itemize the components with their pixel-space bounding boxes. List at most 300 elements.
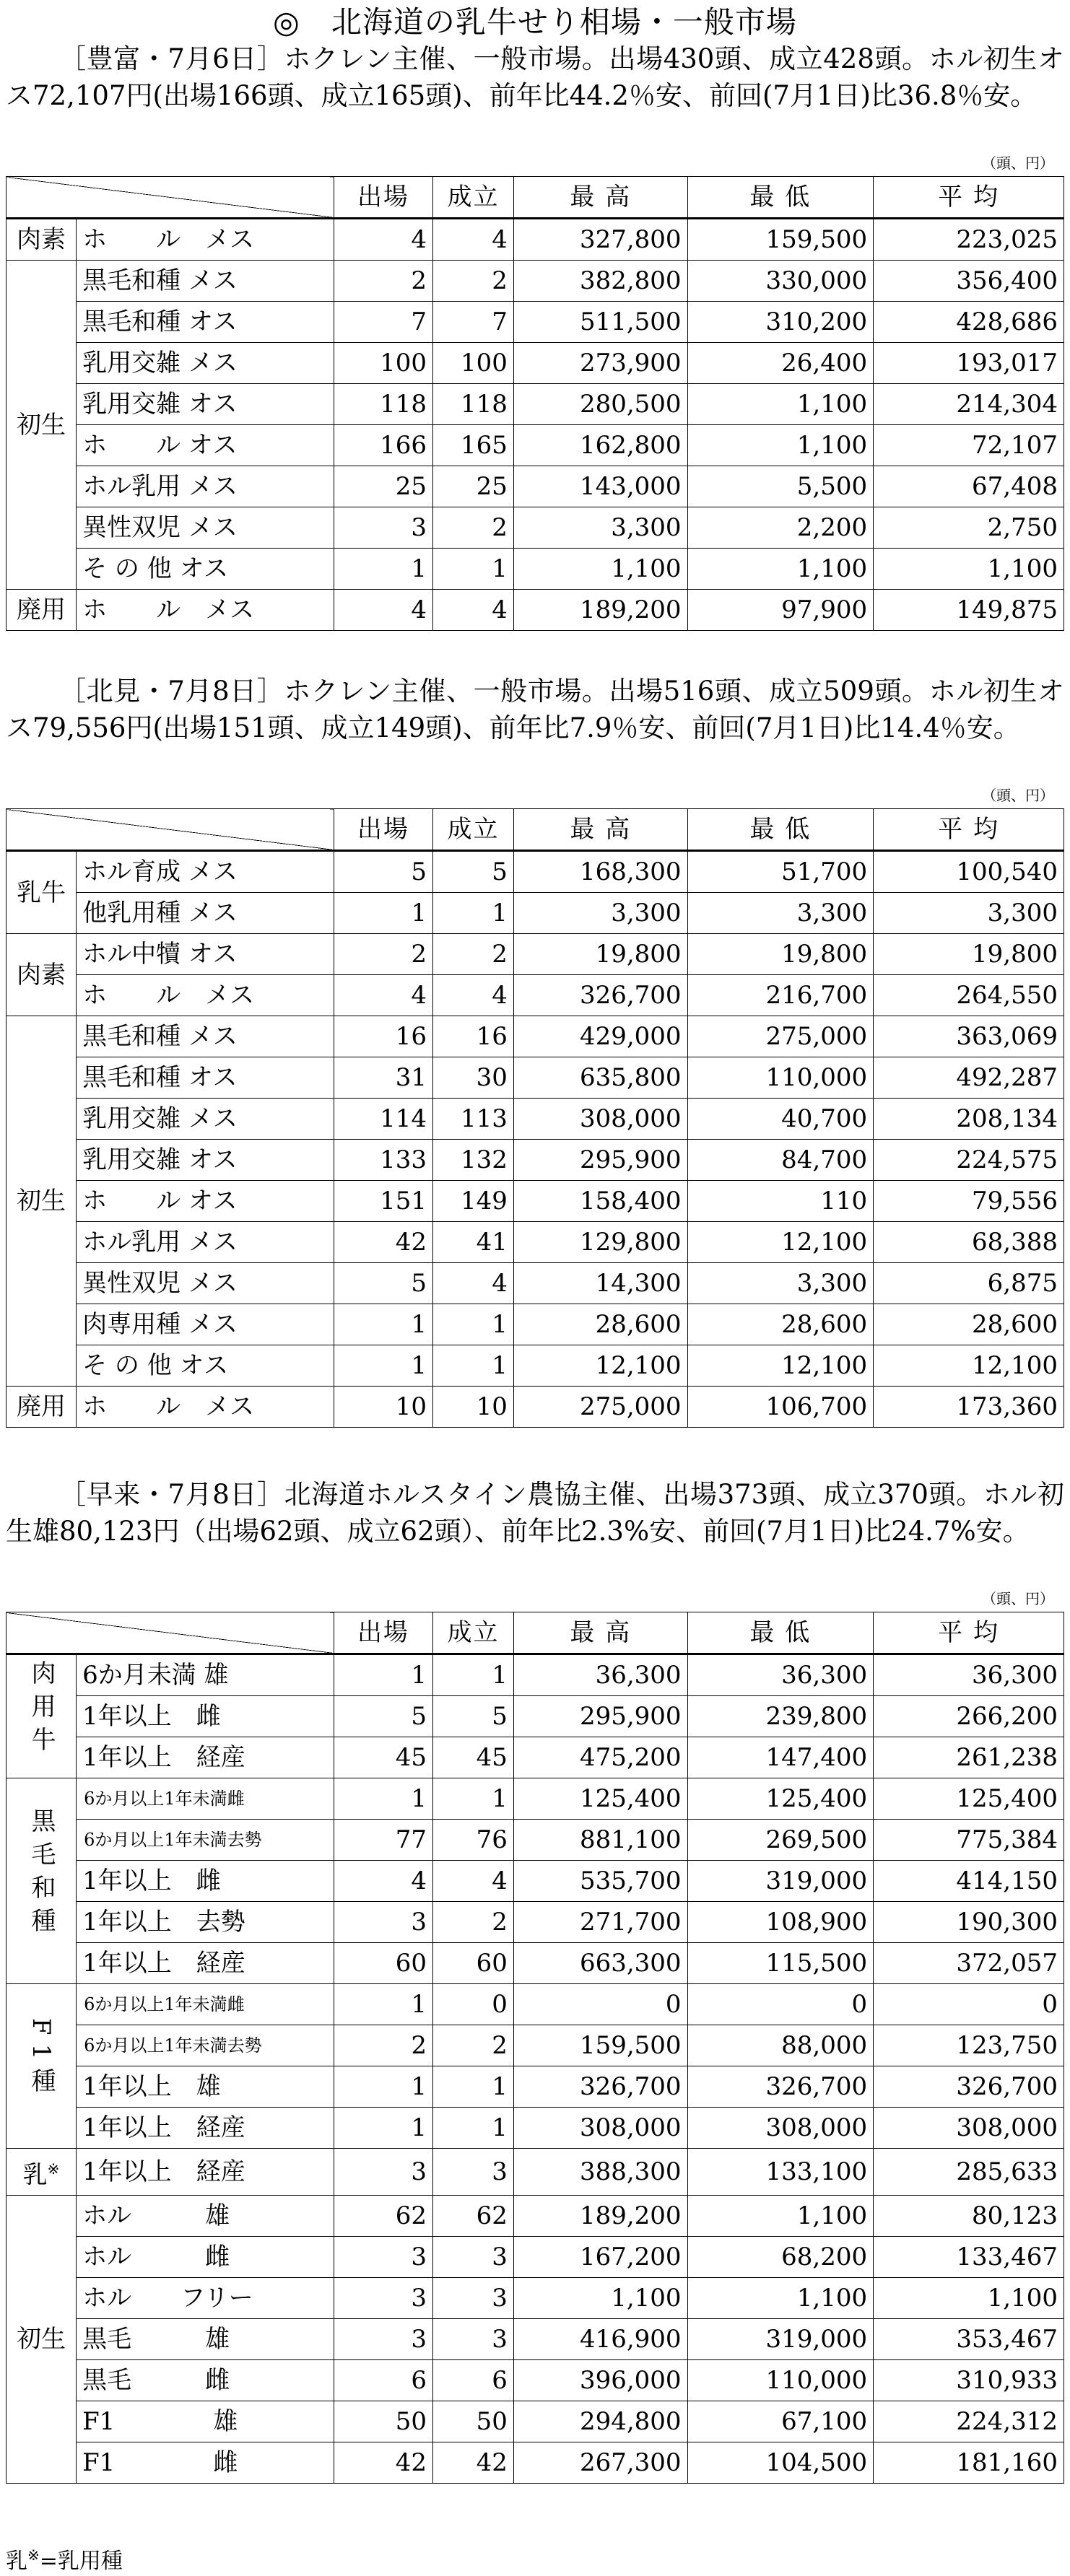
max-cell: 511,500 — [513, 302, 687, 343]
table-row — [6, 507, 1064, 549]
item-cell: ホル乳用 メス — [77, 466, 334, 507]
shipped-cell: 3 — [334, 2278, 432, 2319]
sold-cell: 62 — [433, 2196, 514, 2237]
unit-note: （頭、円） — [982, 1590, 1054, 1607]
category-label: 廃用 — [17, 1392, 66, 1421]
sold-cell: 4 — [433, 590, 514, 631]
max-cell: 14,300 — [513, 1263, 687, 1304]
avg-cell: 72,107 — [874, 425, 1064, 466]
category-label: 黒毛和種 — [27, 1808, 56, 1941]
table-row — [6, 1181, 1064, 1222]
table-row — [6, 1387, 1064, 1428]
avg-cell: 12,100 — [874, 1345, 1064, 1387]
item-cell: ホル フリー — [77, 2278, 334, 2319]
category-cell — [6, 1778, 77, 1984]
avg-cell: 308,000 — [874, 2108, 1064, 2149]
shipped-cell: 77 — [334, 1820, 432, 1861]
column-header: 成立 — [433, 809, 514, 851]
header-corner — [6, 1612, 334, 1654]
min-cell: 147,400 — [687, 1737, 874, 1778]
category-label: 肉素 — [17, 225, 66, 254]
avg-cell: 353,467 — [874, 2319, 1064, 2360]
min-cell: 36,300 — [687, 1654, 874, 1696]
shipped-cell: 166 — [334, 425, 432, 466]
item-cell: ホル育成 メス — [77, 851, 334, 893]
sold-cell: 132 — [433, 1140, 514, 1181]
item-cell: ホル 雄 — [77, 2196, 334, 2237]
category-label: 乳 — [22, 2160, 48, 2190]
column-header: 平 均 — [874, 809, 1064, 851]
shipped-cell: 114 — [334, 1099, 432, 1140]
table-row — [6, 1820, 1064, 1861]
market-table-toyotomi — [6, 176, 1064, 631]
avg-cell: 181,160 — [874, 2442, 1064, 2484]
table-row — [6, 343, 1064, 384]
max-cell: 189,200 — [513, 590, 687, 631]
column-header: 出場 — [334, 1612, 432, 1654]
category-label: 乳牛 — [17, 878, 66, 907]
category-cell — [6, 1654, 77, 1778]
category-label: 肉用牛 — [27, 1660, 56, 1760]
table-row — [6, 1263, 1064, 1304]
item-cell: 他乳用種 メス — [77, 893, 334, 934]
shipped-cell: 31 — [334, 1057, 432, 1099]
item-cell: ホル乳用 メス — [77, 1222, 334, 1263]
shipped-cell: 3 — [334, 507, 432, 549]
table-row — [6, 549, 1064, 590]
max-cell: 308,000 — [513, 2108, 687, 2149]
sold-cell: 3 — [433, 2237, 514, 2278]
header-corner — [6, 809, 334, 851]
table-row — [6, 2442, 1064, 2484]
sold-cell: 0 — [433, 1984, 514, 2025]
table-row — [6, 302, 1064, 343]
footnote-prefix: 乳 — [6, 2549, 27, 2574]
item-cell: 乳用交雑 オス — [77, 1140, 334, 1181]
min-cell: 26,400 — [687, 343, 874, 384]
min-cell: 3,300 — [687, 1263, 874, 1304]
item-cell: 6か月以上1年未満去勢 — [77, 1820, 334, 1861]
avg-cell: 149,875 — [874, 590, 1064, 631]
shipped-cell: 1 — [334, 549, 432, 590]
max-cell: 19,800 — [513, 934, 687, 975]
avg-cell: 125,400 — [874, 1778, 1064, 1820]
shipped-cell: 1 — [334, 1778, 432, 1820]
sold-cell: 149 — [433, 1181, 514, 1222]
min-cell: 51,700 — [687, 851, 874, 893]
shipped-cell: 2 — [334, 2025, 432, 2066]
item-cell: 1年以上 雄 — [77, 2066, 334, 2108]
avg-cell: 133,467 — [874, 2237, 1064, 2278]
sold-cell: 5 — [433, 1696, 514, 1737]
avg-cell: 1,100 — [874, 549, 1064, 590]
sold-cell: 1 — [433, 893, 514, 934]
min-cell: 67,100 — [687, 2401, 874, 2442]
max-cell: 273,900 — [513, 343, 687, 384]
avg-cell: 28,600 — [874, 1304, 1064, 1345]
avg-cell: 372,057 — [874, 1943, 1064, 1984]
sold-cell: 16 — [433, 1016, 514, 1057]
min-cell: 84,700 — [687, 1140, 874, 1181]
sold-cell: 6 — [433, 2360, 514, 2401]
max-cell: 3,300 — [513, 893, 687, 934]
shipped-cell: 50 — [334, 2401, 432, 2442]
max-cell: 28,600 — [513, 1304, 687, 1345]
shipped-cell: 42 — [334, 1222, 432, 1263]
item-cell: 1年以上 経産 — [77, 2108, 334, 2149]
item-cell: 1年以上 経産 — [77, 1943, 334, 1984]
shipped-cell: 1 — [334, 2066, 432, 2108]
sold-cell: 2 — [433, 261, 514, 302]
sold-cell: 5 — [433, 851, 514, 893]
shipped-cell: 5 — [334, 851, 432, 893]
avg-cell: 266,200 — [874, 1696, 1064, 1737]
max-cell: 382,800 — [513, 261, 687, 302]
sold-cell: 10 — [433, 1387, 514, 1428]
min-cell: 115,500 — [687, 1943, 874, 1984]
sold-cell: 4 — [433, 1263, 514, 1304]
shipped-cell: 62 — [334, 2196, 432, 2237]
table-row — [6, 1902, 1064, 1943]
min-cell: 319,000 — [687, 1861, 874, 1902]
table-row — [6, 893, 1064, 934]
min-cell: 125,400 — [687, 1778, 874, 1820]
table-row — [6, 1654, 1064, 1696]
item-cell: 1年以上 経産 — [77, 2149, 334, 2196]
item-cell: 1年以上 雌 — [77, 1696, 334, 1737]
item-cell: 肉専用種 メス — [77, 1304, 334, 1345]
shipped-cell: 3 — [334, 1902, 432, 1943]
avg-cell: 208,134 — [874, 1099, 1064, 1140]
max-cell: 635,800 — [513, 1057, 687, 1099]
avg-cell: 363,069 — [874, 1016, 1064, 1057]
avg-cell: 261,238 — [874, 1737, 1064, 1778]
category-label: 廃用 — [17, 595, 66, 624]
table-row — [6, 2237, 1064, 2278]
category-label: F1種 — [27, 2017, 56, 2102]
category-cell — [6, 590, 77, 631]
sold-cell: 100 — [433, 343, 514, 384]
table-row — [6, 219, 1064, 261]
max-cell: 295,900 — [513, 1140, 687, 1181]
shipped-cell: 4 — [334, 219, 432, 261]
min-cell: 216,700 — [687, 975, 874, 1016]
unit-note: （頭、円） — [982, 787, 1054, 804]
shipped-cell: 1 — [334, 1345, 432, 1387]
min-cell: 104,500 — [687, 2442, 874, 2484]
min-cell: 28,600 — [687, 1304, 874, 1345]
shipped-cell: 1 — [334, 893, 432, 934]
table-row — [6, 466, 1064, 507]
min-cell: 68,200 — [687, 2237, 874, 2278]
sold-cell: 42 — [433, 2442, 514, 2484]
max-cell: 429,000 — [513, 1016, 687, 1057]
max-cell: 168,300 — [513, 851, 687, 893]
item-cell: 黒毛和種 オス — [77, 1057, 334, 1099]
category-cell — [6, 219, 77, 261]
sold-cell: 2 — [433, 2025, 514, 2066]
table-row — [6, 2149, 1064, 2196]
shipped-cell: 10 — [334, 1387, 432, 1428]
avg-cell: 36,300 — [874, 1654, 1064, 1696]
shipped-cell: 25 — [334, 466, 432, 507]
shipped-cell: 5 — [334, 1696, 432, 1737]
shipped-cell: 1 — [334, 1984, 432, 2025]
max-cell: 1,100 — [513, 549, 687, 590]
market-intro-kitami: ［北見・7月8日］ホクレン主催、一般市場。出場516頭、成立509頭。ホル初生オス79,556円(出場151頭、成立149頭)、前年比7.9％安、前回(7月1日)比14.4％安。 — [6, 676, 1064, 743]
item-cell: 黒毛和種 メス — [77, 1016, 334, 1057]
shipped-cell: 4 — [334, 590, 432, 631]
max-cell: 1,100 — [513, 2278, 687, 2319]
avg-cell: 67,408 — [874, 466, 1064, 507]
avg-cell: 68,388 — [874, 1222, 1064, 1263]
min-cell: 110 — [687, 1181, 874, 1222]
max-cell: 294,800 — [513, 2401, 687, 2442]
item-cell: 6か月以上1年未満去勢 — [77, 2025, 334, 2066]
max-cell: 275,000 — [513, 1387, 687, 1428]
column-header: 最 低 — [687, 177, 874, 219]
max-cell: 663,300 — [513, 1943, 687, 1984]
sold-cell: 2 — [433, 934, 514, 975]
min-cell: 1,100 — [687, 549, 874, 590]
sold-cell: 4 — [433, 1861, 514, 1902]
table-row — [6, 2025, 1064, 2066]
avg-cell: 80,123 — [874, 2196, 1064, 2237]
shipped-cell: 1 — [334, 1304, 432, 1345]
sold-cell: 1 — [433, 2066, 514, 2108]
sold-cell: 4 — [433, 975, 514, 1016]
table-row — [6, 1304, 1064, 1345]
table-row — [6, 2278, 1064, 2319]
min-cell: 308,000 — [687, 2108, 874, 2149]
avg-cell: 492,287 — [874, 1057, 1064, 1099]
min-cell: 310,200 — [687, 302, 874, 343]
min-cell: 12,100 — [687, 1222, 874, 1263]
item-cell: ホ ル メス — [77, 590, 334, 631]
sold-cell: 3 — [433, 2278, 514, 2319]
item-cell: 6か月未満 雄 — [77, 1654, 334, 1696]
sold-cell: 41 — [433, 1222, 514, 1263]
max-cell: 143,000 — [513, 466, 687, 507]
item-cell: ホ ル オス — [77, 425, 334, 466]
max-cell: 0 — [513, 1984, 687, 2025]
category-label: 初生 — [17, 1187, 66, 1215]
avg-cell: 6,875 — [874, 1263, 1064, 1304]
max-cell: 129,800 — [513, 1222, 687, 1263]
table-row — [6, 851, 1064, 893]
category-cell — [6, 261, 77, 590]
page-title: ◎ 北海道の乳牛せり相場・一般市場 — [273, 4, 797, 40]
avg-cell: 0 — [874, 1984, 1064, 2025]
table-row — [6, 261, 1064, 302]
table-row — [6, 1140, 1064, 1181]
shipped-cell: 45 — [334, 1737, 432, 1778]
max-cell: 396,000 — [513, 2360, 687, 2401]
shipped-cell: 7 — [334, 302, 432, 343]
item-cell: ホル中犢 オス — [77, 934, 334, 975]
avg-cell: 223,025 — [874, 219, 1064, 261]
sold-cell: 3 — [433, 2319, 514, 2360]
max-cell: 475,200 — [513, 1737, 687, 1778]
category-cell — [6, 1016, 77, 1387]
column-header: 最 低 — [687, 809, 874, 851]
avg-cell: 224,312 — [874, 2401, 1064, 2442]
max-cell: 271,700 — [513, 1902, 687, 1943]
min-cell: 3,300 — [687, 893, 874, 934]
max-cell: 535,700 — [513, 1861, 687, 1902]
min-cell: 133,100 — [687, 2149, 874, 2196]
column-header: 最 高 — [513, 177, 687, 219]
item-cell: 異性双児 メス — [77, 507, 334, 549]
sold-cell: 60 — [433, 1943, 514, 1984]
table-row — [6, 1222, 1064, 1263]
table-row — [6, 2401, 1064, 2442]
sold-cell: 3 — [433, 2149, 514, 2196]
table-row — [6, 1737, 1064, 1778]
avg-cell: 428,686 — [874, 302, 1064, 343]
item-cell: 6か月以上1年未満雌 — [77, 1778, 334, 1820]
item-cell: 6か月以上1年未満雌 — [77, 1984, 334, 2025]
max-cell: 159,500 — [513, 2025, 687, 2066]
table-row — [6, 1057, 1064, 1099]
sold-cell: 1 — [433, 1304, 514, 1345]
table-row — [6, 1778, 1064, 1820]
item-cell: 1年以上 雌 — [77, 1861, 334, 1902]
min-cell: 108,900 — [687, 1902, 874, 1943]
table-row — [6, 2108, 1064, 2149]
sold-cell: 1 — [433, 1778, 514, 1820]
shipped-cell: 1 — [334, 2108, 432, 2149]
sold-cell: 30 — [433, 1057, 514, 1099]
min-cell: 326,700 — [687, 2066, 874, 2108]
item-cell: ホル 雌 — [77, 2237, 334, 2278]
item-cell: そ の 他 オス — [77, 1345, 334, 1387]
min-cell: 1,100 — [687, 2278, 874, 2319]
avg-cell: 3,300 — [874, 893, 1064, 934]
min-cell: 97,900 — [687, 590, 874, 631]
table-row — [6, 2066, 1064, 2108]
table-row — [6, 1345, 1064, 1387]
min-cell: 330,000 — [687, 261, 874, 302]
min-cell: 88,000 — [687, 2025, 874, 2066]
item-cell: 黒毛 雄 — [77, 2319, 334, 2360]
max-cell: 388,300 — [513, 2149, 687, 2196]
item-cell: 乳用交雑 メス — [77, 343, 334, 384]
avg-cell: 190,300 — [874, 1902, 1064, 1943]
min-cell: 110,000 — [687, 2360, 874, 2401]
sold-cell: 1 — [433, 549, 514, 590]
item-cell: 1年以上 経産 — [77, 1737, 334, 1778]
category-footnote-mark: ※ — [47, 2160, 60, 2178]
avg-cell: 414,150 — [874, 1861, 1064, 1902]
max-cell: 267,300 — [513, 2442, 687, 2484]
avg-cell: 19,800 — [874, 934, 1064, 975]
market-table-hayakita — [6, 1612, 1064, 2484]
shipped-cell: 3 — [334, 2319, 432, 2360]
min-cell: 275,000 — [687, 1016, 874, 1057]
item-cell: ホ ル オス — [77, 1181, 334, 1222]
max-cell: 162,800 — [513, 425, 687, 466]
min-cell: 239,800 — [687, 1696, 874, 1737]
item-cell: F1 雄 — [77, 2401, 334, 2442]
min-cell: 319,000 — [687, 2319, 874, 2360]
item-cell: 黒毛和種 メス — [77, 261, 334, 302]
min-cell: 5,500 — [687, 466, 874, 507]
category-cell — [6, 2196, 77, 2484]
item-cell: 乳用交雑 オス — [77, 384, 334, 425]
sold-cell: 7 — [433, 302, 514, 343]
table-row — [6, 590, 1064, 631]
table-row — [6, 1099, 1064, 1140]
item-cell: 黒毛 雌 — [77, 2360, 334, 2401]
table-row — [6, 384, 1064, 425]
category-cell — [6, 2149, 77, 2196]
max-cell: 881,100 — [513, 1820, 687, 1861]
item-cell: 1年以上 去勢 — [77, 1902, 334, 1943]
item-cell: 乳用交雑 メス — [77, 1099, 334, 1140]
footnote-text: =乳用種 — [39, 2549, 123, 2574]
max-cell: 189,200 — [513, 2196, 687, 2237]
table-row — [6, 1861, 1064, 1902]
column-header: 最 高 — [513, 1612, 687, 1654]
min-cell: 1,100 — [687, 425, 874, 466]
category-cell — [6, 1387, 77, 1428]
item-cell: ホ ル メス — [77, 219, 334, 261]
max-cell: 326,700 — [513, 2066, 687, 2108]
min-cell: 159,500 — [687, 219, 874, 261]
shipped-cell: 4 — [334, 975, 432, 1016]
max-cell: 416,900 — [513, 2319, 687, 2360]
table-row — [6, 425, 1064, 466]
table-row — [6, 934, 1064, 975]
min-cell: 1,100 — [687, 384, 874, 425]
shipped-cell: 4 — [334, 1861, 432, 1902]
category-cell — [6, 934, 77, 1016]
avg-cell: 79,556 — [874, 1181, 1064, 1222]
min-cell: 19,800 — [687, 934, 874, 975]
item-cell: ホ ル メス — [77, 1387, 334, 1428]
table-row — [6, 2360, 1064, 2401]
item-cell: 黒毛和種 オス — [77, 302, 334, 343]
avg-cell: 285,633 — [874, 2149, 1064, 2196]
footnote — [6, 2541, 123, 2576]
category-cell — [6, 851, 77, 934]
sold-cell: 118 — [433, 384, 514, 425]
sold-cell: 1 — [433, 2108, 514, 2149]
shipped-cell: 2 — [334, 934, 432, 975]
sold-cell: 25 — [433, 466, 514, 507]
avg-cell: 264,550 — [874, 975, 1064, 1016]
sold-cell: 113 — [433, 1099, 514, 1140]
market-intro-toyotomi: ［豊富・7月6日］ホクレン主催、一般市場。出場430頭、成立428頭。ホル初生オス72,107円(出場166頭、成立165頭)、前年比44.2％安、前回(7月1日)比36.8％安。 — [6, 43, 1064, 111]
shipped-cell: 16 — [334, 1016, 432, 1057]
avg-cell: 173,360 — [874, 1387, 1064, 1428]
column-header: 出場 — [334, 177, 432, 219]
min-cell: 106,700 — [687, 1387, 874, 1428]
min-cell: 12,100 — [687, 1345, 874, 1387]
max-cell: 167,200 — [513, 2237, 687, 2278]
column-header: 平 均 — [874, 177, 1064, 219]
sold-cell: 2 — [433, 507, 514, 549]
sold-cell: 76 — [433, 1820, 514, 1861]
category-label: 初生 — [17, 410, 66, 440]
max-cell: 12,100 — [513, 1345, 687, 1387]
shipped-cell: 2 — [334, 261, 432, 302]
table-row — [6, 1696, 1064, 1737]
shipped-cell: 6 — [334, 2360, 432, 2401]
category-label: 初生 — [17, 2325, 66, 2354]
table-row — [6, 1943, 1064, 1984]
